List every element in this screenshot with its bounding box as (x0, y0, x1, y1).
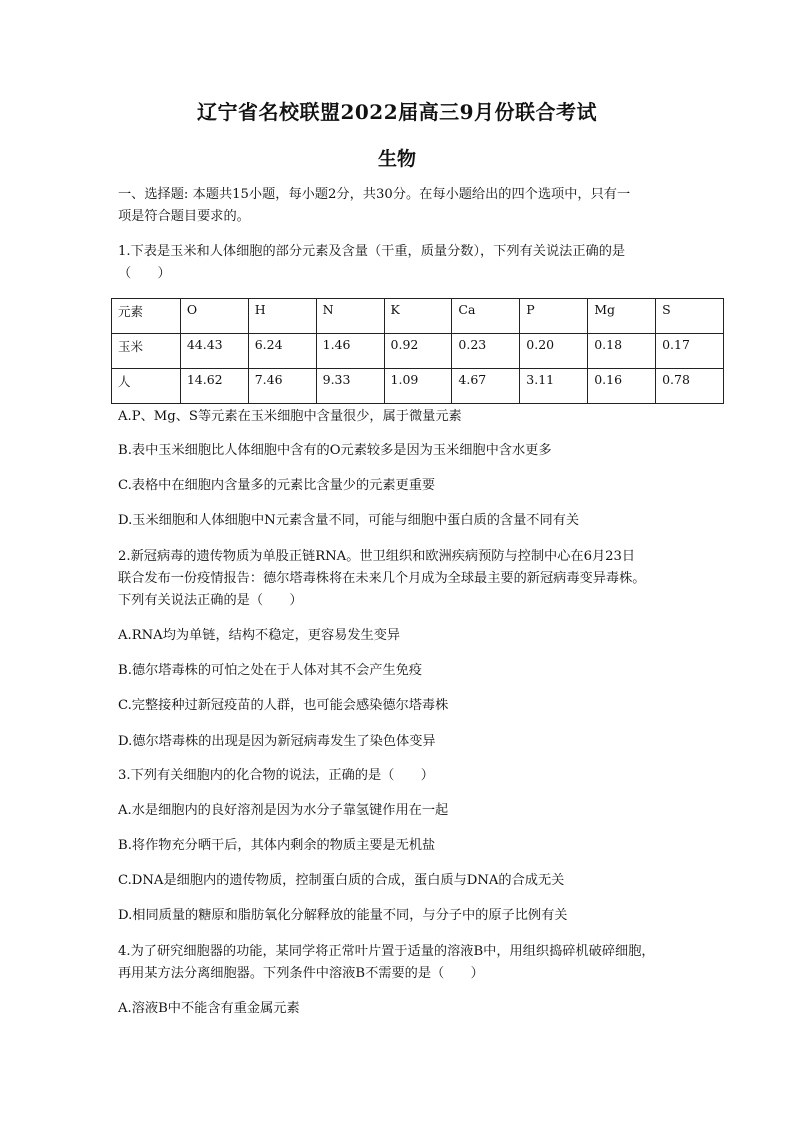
table-row (112, 369, 724, 404)
table-header-cell: S (656, 299, 724, 334)
table-cell: 7.46 (248, 369, 316, 404)
q2-stem-line3: 下列有关说法正确的是（ ） (118, 593, 303, 608)
q1-stem-line2: （ ） (118, 266, 171, 281)
table-header-cell: Ca (452, 299, 520, 334)
subject-title: 生物 (377, 148, 416, 170)
q1-option-a: A.P、Mg、S等元素在玉米细胞中含量很少，属于微量元素 (118, 409, 462, 424)
table-cell: 0.16 (588, 369, 656, 404)
page-title: 辽宁省名校联盟2022届高三9月份联合考试 (196, 100, 598, 124)
table-cell: 0.23 (452, 334, 520, 369)
table-row (112, 334, 724, 369)
section-instruction-line2: 项是符合题目要求的。 (118, 209, 250, 224)
table-cell: 4.67 (452, 369, 520, 404)
q2-option-c: C.完整接种过新冠疫苗的人群，也可能会感染德尔塔毒株 (118, 698, 449, 713)
q3-option-c: C.DNA是细胞内的遗传物质，控制蛋白质的合成，蛋白质与DNA的合成无关 (118, 873, 565, 888)
q4-stem-line1: 4.为了研究细胞器的功能，某同学将正常叶片置于适量的溶液B中，用组织捣碎机破碎细胞， (118, 944, 655, 959)
table-header-cell: H (248, 299, 316, 334)
section-instruction-line1: 一、选择题: 本题共15小题，每小题2分，共30分。在每小题给出的四个选项中，只有一 (118, 187, 631, 202)
table-cell: 6.24 (248, 334, 316, 369)
q4-option-a: A.溶液B中不能含有重金属元素 (118, 1001, 300, 1016)
table-header-cell: K (384, 299, 452, 334)
table-header-cell: 元素 (112, 299, 181, 334)
q3-option-a: A.水是细胞内的良好溶剂是因为水分子靠氢键作用在一起 (118, 803, 449, 818)
table-cell: 1.09 (384, 369, 452, 404)
q1-option-c: C.表格中在细胞内含量多的元素比含量少的元素更重要 (118, 478, 436, 493)
table-cell: 3.11 (520, 369, 588, 404)
table-cell: 9.33 (316, 369, 384, 404)
table-cell: 0.78 (656, 369, 724, 404)
table-cell: 0.18 (588, 334, 656, 369)
table-header-cell: Mg (588, 299, 656, 334)
table-header-row (112, 299, 724, 334)
table-cell: 44.43 (180, 334, 248, 369)
q2-stem-line1: 2.新冠病毒的遗传物质为单股正链RNA。世卫组织和欧洲疾病预防与控制中心在6月23日 (118, 549, 636, 564)
table-header-cell: P (520, 299, 588, 334)
q1-stem-line1: 1.下表是玉米和人体细胞的部分元素及含量（干重，质量分数），下列有关说法正确的是 (118, 244, 626, 259)
table-cell: 1.46 (316, 334, 384, 369)
q2-option-a: A.RNA均为单链，结构不稳定，更容易发生变异 (118, 628, 401, 643)
table-cell: 0.20 (520, 334, 588, 369)
q1-option-b: B.表中玉米细胞比人体细胞中含有的O元素较多是因为玉米细胞中含水更多 (118, 443, 552, 458)
q2-option-b: B.德尔塔毒株的可怕之处在于人体对其不会产生免疫 (118, 663, 423, 678)
table-cell: 0.17 (656, 334, 724, 369)
q3-stem-line1: 3.下列有关细胞内的化合物的说法，正确的是（ ） (118, 768, 434, 783)
table-header-cell: N (316, 299, 384, 334)
q3-option-d: D.相同质量的糖原和脂肪氧化分解释放的能量不同，与分子中的原子比例有关 (118, 908, 568, 923)
q2-stem-line2: 联合发布一份疫情报告：德尔塔毒株将在未来几个月成为全球最主要的新冠病毒变异毒株。 (118, 571, 646, 586)
q1-option-d: D.玉米细胞和人体细胞中N元素含量不同，可能与细胞中蛋白质的含量不同有关 (118, 513, 580, 528)
element-content-table (111, 298, 724, 404)
table-cell: 人 (112, 369, 181, 404)
q3-option-b: B.将作物充分晒干后，其体内剩余的物质主要是无机盐 (118, 838, 436, 853)
table-header-cell: O (180, 299, 248, 334)
q4-stem-line2: 再用某方法分离细胞器。下列条件中溶液B不需要的是（ ） (118, 966, 484, 981)
table-cell: 玉米 (112, 334, 181, 369)
table-cell: 0.92 (384, 334, 452, 369)
table-cell: 14.62 (180, 369, 248, 404)
q2-option-d: D.德尔塔毒株的出现是因为新冠病毒发生了染色体变异 (118, 734, 436, 749)
